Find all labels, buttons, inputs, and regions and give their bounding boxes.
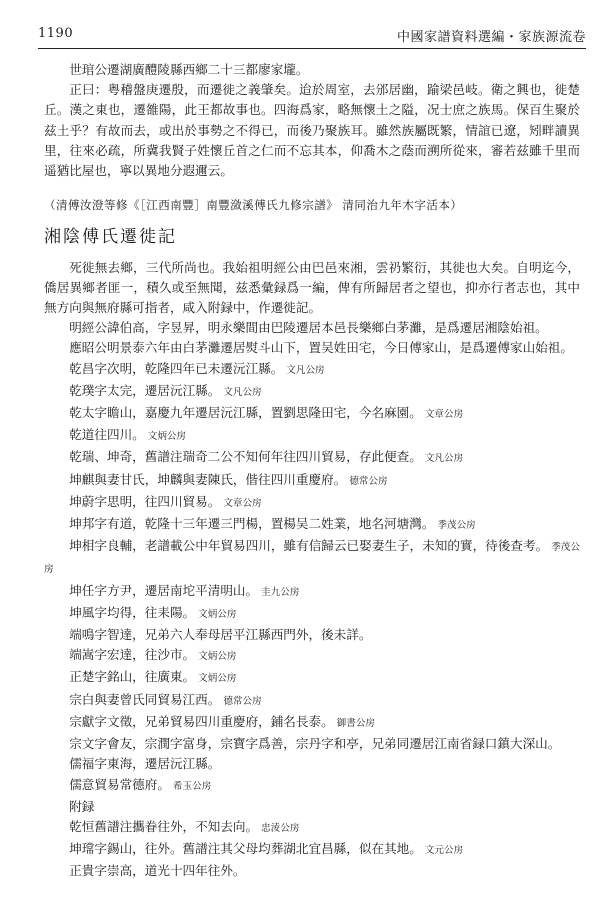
entry-item [44, 514, 580, 536]
running-title: 中國家譜資料選編・家族源流卷 [396, 30, 586, 45]
entry-branch-note: 文炳公房 [198, 608, 237, 620]
entry-branch-note: 圭九公房 [261, 586, 300, 598]
entry-text: 宗文字會友，宗潤字富身，宗寶字爲善，宗丹字和亭，兄弟同遷居江南省録口鎮大深山。 [69, 736, 561, 752]
entry-item [44, 425, 580, 447]
page-number: 1190 [38, 26, 74, 41]
entry-text: 乾恒舊譜注攜眷往外，不知去向。 [69, 818, 259, 834]
entry-item [44, 817, 580, 839]
entry-text: 坤風字均得，往耒陽。 [69, 604, 196, 620]
entry-branch-note: 御書公房 [336, 717, 376, 729]
entry-item [44, 359, 580, 381]
entry-item [44, 861, 580, 881]
entry-item [44, 734, 580, 754]
entry-item [44, 381, 580, 403]
entry-text: 坤蔚字思明，往四川貿易。 [69, 493, 221, 509]
entry-text: 明經公諱伯高，字昱昇，明永樂間由巴陵遷居本邑長樂鄉白茅灘，是爲遷居湘陰始祖。 [69, 320, 548, 336]
entry-item [44, 645, 580, 667]
entry-branch-note: 文章公房 [424, 409, 464, 421]
entry-text: 端嵩字宏達，往沙市。 [69, 647, 196, 663]
entry-branch-note: 文元公房 [424, 845, 464, 857]
entry-item [44, 603, 580, 625]
entry-branch-note: 德常公房 [223, 695, 262, 707]
section-title: 湘陰傅氏遷徙記 [44, 227, 177, 248]
entry-item [44, 712, 580, 734]
entry-item [44, 754, 580, 774]
entry-item [44, 318, 580, 338]
intro-paragraph-2: 正曰：粤稽盤庚遷殷，而遷徙之義肇矣。迨於周室，去邠居幽，踰梁邑岐。衛之興也，徙楚丘。漢之東也，遷雒陽，此王都故事也。四海爲家，略無懷土之隘，况士庶之族馬。保百生聚於兹土乎？有故而去，或出於事勢之不得已，而後乃聚族耳。雖然族屬既繁，情誼已遼，矧畔讀異里，往來必疏，所冀我賢子姓懷丘首之仁而不忘其本，仰喬木之蔭而溯所從來，審若兹雖千里而遥猶比屋也，寧以異地分遐邇云。 [44, 82, 580, 179]
entry-branch-note: 文章公房 [223, 497, 262, 509]
entry-text: 正貴字崇高，道光十四年往外。 [69, 863, 246, 879]
entry-branch-note: 文炳公房 [198, 651, 237, 663]
entry-item [44, 667, 580, 689]
entry-text: 宗白與妻曾氏同貿易江西。 [69, 691, 221, 707]
entry-text: 乾昌字次明，乾隆四年已未遷沅江縣。 [69, 360, 284, 376]
entry-item [44, 581, 580, 603]
entry-text: 坤相字良輔，老譜載公中年貿易四川，雖有信歸云已娶妻生子，未知的實，待後查考。 [69, 538, 549, 554]
page-header [38, 22, 586, 49]
entry-branch-note: 文凡公房 [424, 453, 464, 465]
entry-text: 坤瑺字錫山，往外。舊譜注其父母均葬湖北宜昌縣，似在其地。 [69, 841, 422, 857]
entry-text: 乾道往四川。 [69, 427, 145, 443]
entry-text: 端鳴字智達，兄弟六人奉母居平江縣西門外，後未詳。 [69, 627, 372, 643]
entry-text: 宗獻字文徵，兄弟貿易四川重慶府，鋪名長泰。 [69, 713, 334, 729]
entry-item [44, 470, 580, 492]
entry-item [44, 839, 580, 861]
entry-branch-note: 文炳公房 [147, 431, 187, 443]
entry-item [44, 536, 580, 580]
entry-item [44, 492, 580, 514]
entry-item [44, 338, 580, 358]
entry-text: 乾瑞、坤奇，舊譜注瑞奇二公不知何年往四川貿易，存此便查。 [69, 449, 422, 465]
entry-text: 乾太字瞻山，嘉慶九年遷居沅江縣，置劉思隆田宅，今名麻園。 [69, 405, 422, 421]
entry-text: 坤邦字有道，乾隆十三年遷三門楊，置楊吴二姓業，地名河塘灣。 [69, 516, 435, 532]
entry-branch-note: 季茂公房 [437, 520, 476, 532]
entry-text: 乾璞字太完，遷居沅江縣。 [69, 382, 221, 398]
entry-text: 正楚字銘山，往廣東。 [69, 669, 196, 685]
entry-branch-note: 文凡公房 [223, 386, 262, 398]
entry-item [44, 403, 580, 425]
source-citation: （清傅汝澄等修《［江西南豐］南豐潋溪傅氏九修宗譜》 清同治九年木字活本） [44, 198, 463, 213]
entry-text: 儒意貿易常德府。 [69, 776, 170, 792]
appendix-label: 附録 [69, 798, 95, 814]
intro-paragraph-1: 世琯公遷湖廣醴陵縣西鄉二十三都廖家壠。 [69, 62, 309, 77]
entry-branch-note: 德常公房 [349, 475, 388, 487]
migration-entries [44, 318, 580, 796]
entry-branch-note: 季茂公房 [44, 542, 581, 576]
entry-text: 儒福字東海，遷居沅江縣。 [69, 756, 221, 772]
entry-branch-note: 文凡公房 [286, 364, 325, 376]
page-body [44, 60, 580, 882]
entry-item [44, 447, 580, 469]
entry-text: 坤麒與妻甘氏，坤麟與妻陳氏，偕往四川重慶府。 [69, 471, 347, 487]
appendix-entries [44, 817, 580, 882]
section-preface: 死徙無去鄉，三代所尚也。我始祖明經公由巴邑來湘，雲礽繁衍，其徙也大矣。自明迄今，僑居異鄉者匪一，積久或至無聞，兹悉彙録爲一編，俾有所歸居者之望也，抑亦行者志也，其中無方向與無府縣可指者，咸入附録中，作遷徙記。 [44, 259, 580, 316]
entry-item [44, 625, 580, 645]
entry-item [44, 690, 580, 712]
entry-text: 應昭公明景泰六年由白茅灘遷居熨斗山下，置吴姓田宅，今日傅家山，是爲遷傅家山始祖。 [69, 340, 573, 356]
entry-branch-note: 希玉公房 [172, 780, 212, 792]
entry-text: 坤任字方尹，遷居南坨平清明山。 [69, 582, 259, 598]
entry-branch-note: 文炳公房 [198, 673, 237, 685]
entry-branch-note: 忠淩公房 [261, 822, 300, 834]
entry-item [44, 775, 580, 797]
